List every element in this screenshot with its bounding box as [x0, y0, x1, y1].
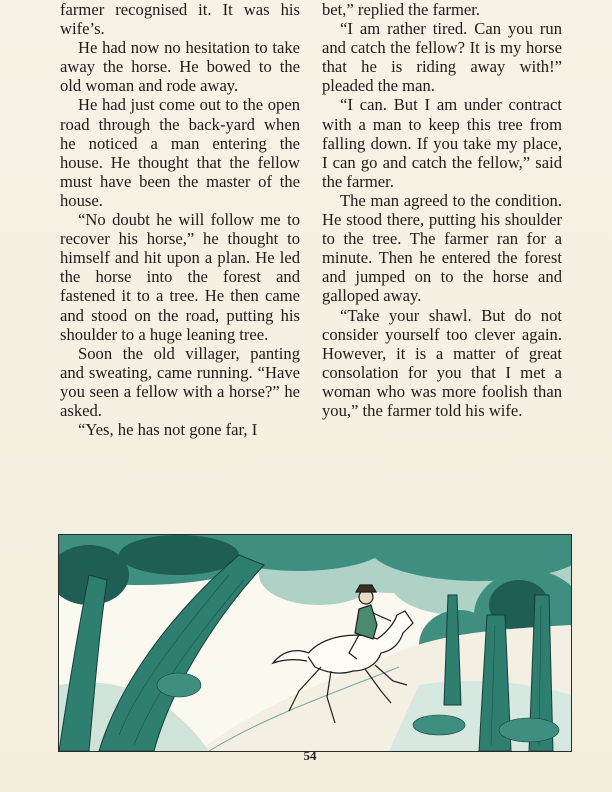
- left-text-column: [60, 0, 300, 439]
- illustration-drawing: [59, 535, 571, 751]
- paragraph: “I can. But I am under contract with a man to keep this tree from falling down. If you take my place, I can go and catch the fellow,” said the farmer.: [322, 95, 562, 191]
- paragraph: “Yes, he has not gone far, I: [78, 420, 258, 440]
- paragraph: “I am rather tired. Can you run and catch the fellow? It is my horse that he is riding away with!” pleaded the man.: [322, 19, 562, 96]
- page-number: 54: [303, 748, 317, 763]
- forest-horse-illustration: [58, 534, 572, 752]
- paragraph: He had now no hesitation to take away the horse. He bowed to the old woman and rode away.: [60, 38, 300, 96]
- paragraph: “Take your shawl. But do not consider yourself too clever again. However, it is a matter of great consolation for you that I met a woman who was more foolish than you,” the farmer told his wife.: [322, 305, 562, 420]
- paragraph: bet,” replied the farmer.: [322, 0, 481, 19]
- paragraph: He had just come out to the open road through the back-yard when he noticed a man entering the house. He thought that the fellow must have been the master of the house.: [60, 95, 300, 210]
- right-text-column: [322, 0, 562, 420]
- paragraph: The man agreed to the condition. He stood there, putting his shoulder to the tree. The farmer ran for a minute. Then he entered the forest and jumped on to the horse and galloped away.: [322, 190, 562, 306]
- paragraph: “No doubt he will follow me to recover his horse,” he thought to himself and hit upon a plan. He led the horse into the forest and fastened it to a tree. He then came and stood on the road, putting his shoulder to a huge leaning tree.: [60, 210, 300, 344]
- paragraph: farmer recognised it. It was his wife’s.: [60, 0, 300, 39]
- paragraph: Soon the old villager, panting and sweating, came running. “Have you seen a fellow with a horse?” he asked.: [60, 343, 300, 420]
